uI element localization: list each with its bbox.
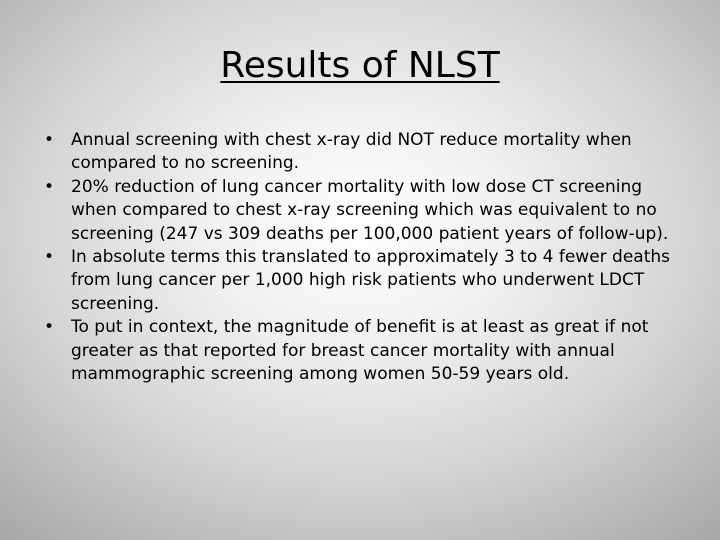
- bullet-item: [44, 129, 692, 176]
- bullet-icon: •: [44, 247, 55, 268]
- bullet-icon: •: [44, 130, 55, 150]
- bullet-item: [44, 316, 692, 386]
- bullet-list: [44, 129, 692, 386]
- slide-title: Results of NLST: [220, 45, 500, 86]
- bullet-icon: •: [44, 176, 55, 197]
- bullet-text: To put in context, the magnitude of benefit is at least as great if not greater as that reported for breast cancer mortality with annual mammographic screening among women 50-59 years old.: [71, 317, 649, 385]
- bullet-text: 20% reduction of lung cancer mortality with low dose CT screening when compared to chest x-ray screening which was equivalent to no screening (247 vs 309 deaths per 100,000 patient years of follow-up).: [71, 176, 669, 244]
- bullet-item: [44, 176, 692, 246]
- bullet-text: In absolute terms this translated to approximately 3 to 4 fewer deaths from lung cancer per 1,000 high risk patients who underwent LDCT screening.: [71, 247, 671, 314]
- bullet-item: [44, 246, 692, 316]
- bullet-icon: •: [44, 317, 55, 338]
- bullet-text: Annual screening with chest x-ray did NOT reduce mortality when compared to no screening.: [71, 130, 632, 174]
